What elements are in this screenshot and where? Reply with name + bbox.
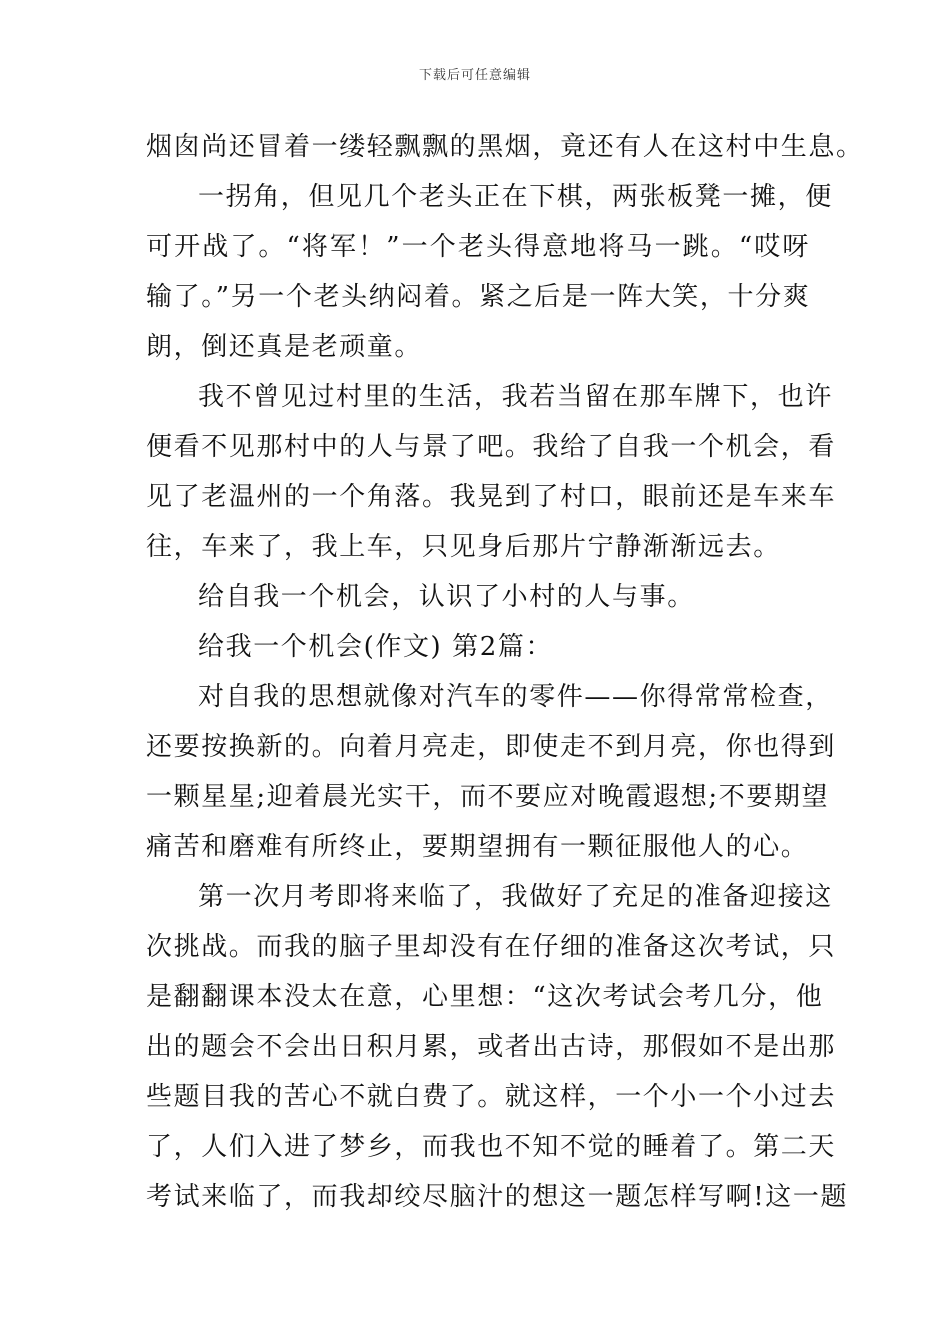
text-line: 第一次月考即将来临了，我做好了充足的准备迎接这	[198, 882, 833, 912]
text-line: 痛苦和磨难有所终止，要期望拥有一颗征服他人的心。	[146, 832, 809, 862]
text-line: 朗，倒还真是老顽童。	[146, 332, 423, 362]
text-line: 些题目我的苦心不就白费了。就这样，一个小一个小过去	[146, 1082, 837, 1112]
text-line: 见了老温州的一个角落。我晃到了村口，眼前还是车来车	[146, 482, 837, 512]
document-body	[146, 122, 864, 1222]
text-line: 还要按换新的。向着月亮走，即使走不到月亮，你也得到	[146, 732, 837, 762]
text-line: 出的题会不会出日积月累，或者出古诗，那假如不是出那	[146, 1032, 837, 1062]
text-line: 次挑战。而我的脑子里却没有在仔细的准备这次考试，只	[146, 932, 837, 962]
page-header: 下载后可任意编辑	[418, 68, 531, 83]
text-line: 烟囱尚还冒着一缕轻飘飘的黑烟，竟还有人在这村中生息。	[146, 132, 864, 162]
text-line: 一颗星星;迎着晨光实干，而不要应对晚霞遐想;不要期望	[146, 782, 830, 812]
text-line: 了，人们入进了梦乡，而我也不知不觉的睡着了。第二天	[146, 1132, 837, 1162]
text-line: 便看不见那村中的人与景了吧。我给了自我一个机会，看	[146, 432, 837, 462]
text-line: 给自我一个机会，认识了小村的人与事。	[198, 582, 695, 612]
text-line: 可开战了。“将军！”一个老头得意地将马一跳。“哎呀	[146, 232, 810, 262]
text-line: 一拐角，但见几个老头正在下棋，两张板凳一摊，便	[198, 182, 833, 212]
text-line: 考试来临了，而我却绞尽脑汁的想这一题怎样写啊!这一题	[146, 1182, 849, 1212]
text-line: 输了。”另一个老头纳闷着。紧之后是一阵大笑，十分爽	[146, 282, 811, 312]
text-line: 往，车来了，我上车，只见身后那片宁静渐渐远去。	[146, 532, 781, 562]
text-line: 我不曾见过村里的生活，我若当留在那车牌下，也许	[198, 382, 833, 412]
text-line: 对自我的思想就像对汽车的零件——你得常常检查，	[198, 682, 833, 712]
text-line: 给我一个机会(作文) 第2篇：	[198, 632, 554, 662]
text-line: 是翻翻课本没太在意，心里想：“这次考试会考几分，他	[146, 982, 824, 1012]
